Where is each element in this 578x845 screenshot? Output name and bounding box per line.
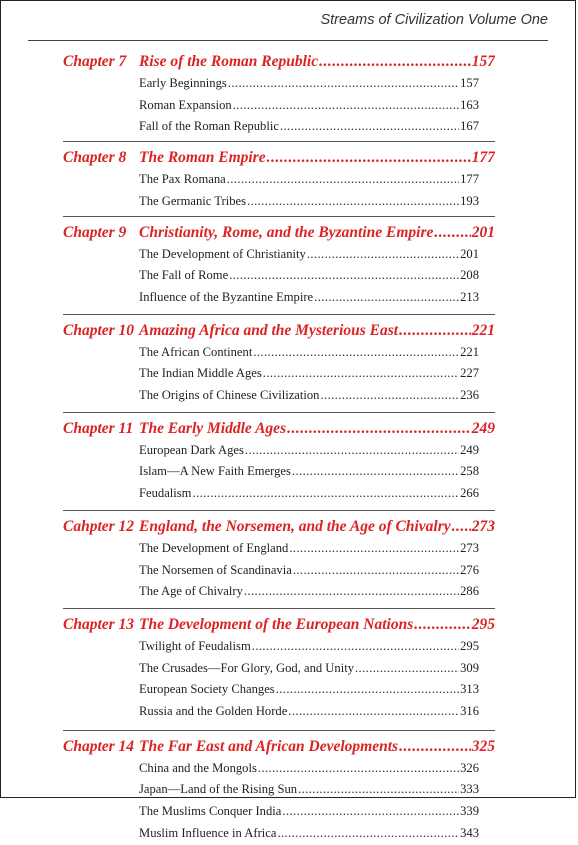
- section-title: China and the Mongols: [139, 760, 257, 775]
- section-page-number: 266: [460, 486, 479, 501]
- dot-leader: [399, 736, 471, 758]
- dot-leader: [263, 363, 459, 385]
- section-title: The Pax Romana: [139, 172, 226, 187]
- section-entry[interactable]: [139, 461, 479, 483]
- section-title: Japan—Land of the Rising Sun: [139, 782, 298, 797]
- section-page-number: 258: [460, 464, 479, 479]
- dot-leader: [314, 287, 459, 309]
- section-entry[interactable]: [139, 191, 479, 213]
- chapter-number: Cahpter 12: [63, 517, 135, 535]
- dot-leader: [233, 95, 459, 117]
- section-entry[interactable]: [139, 560, 479, 582]
- chapter-block: [63, 516, 495, 603]
- chapter-heading[interactable]: [63, 320, 495, 342]
- section-page-number: 208: [460, 268, 479, 283]
- section-title: The Development of England: [139, 540, 289, 555]
- section-entry[interactable]: [139, 287, 479, 309]
- chapter-number: Chapter 11: [63, 419, 134, 437]
- chapter-divider: [63, 730, 495, 731]
- section-title: Influence of the Byzantine Empire: [139, 289, 314, 304]
- section-page-number: 227: [460, 366, 479, 381]
- section-title: The Crusades—For Glory, God, and Unity: [139, 660, 354, 675]
- section-entry[interactable]: [139, 440, 479, 462]
- chapter-block: [63, 147, 495, 212]
- dot-leader: [252, 636, 459, 658]
- section-list: [139, 440, 479, 505]
- dot-leader: [282, 801, 459, 823]
- chapter-page-number: 249: [471, 419, 495, 437]
- section-list: [139, 758, 479, 845]
- dot-leader: [399, 320, 471, 342]
- section-title: The Muslims Conquer India: [139, 804, 282, 819]
- section-page-number: 286: [460, 584, 479, 599]
- dot-leader: [287, 418, 471, 440]
- section-page-number: 339: [460, 804, 479, 819]
- dot-leader: [434, 222, 470, 244]
- dot-leader: [355, 658, 459, 680]
- chapter-page-number: 157: [471, 53, 495, 70]
- chapter-title: Amazing Africa and the Mysterious East: [139, 321, 399, 339]
- section-entry[interactable]: [139, 701, 479, 723]
- section-page-number: 295: [460, 638, 479, 653]
- dot-leader: [247, 191, 459, 213]
- section-entry[interactable]: [139, 538, 479, 560]
- section-page-number: 343: [460, 825, 479, 840]
- chapter-number: Chapter 9: [63, 223, 127, 241]
- section-title: The African Continent: [139, 344, 253, 359]
- dot-leader: [414, 614, 470, 636]
- chapter-number: Chapter 13: [63, 615, 135, 633]
- section-page-number: 221: [460, 344, 479, 359]
- section-entry[interactable]: [139, 265, 479, 287]
- chapter-divider: [63, 216, 495, 217]
- chapter-block: [63, 222, 495, 309]
- section-entry[interactable]: [139, 95, 479, 117]
- chapter-heading[interactable]: [63, 736, 495, 758]
- chapter-number: Chapter 8: [63, 149, 127, 167]
- section-title: Roman Expansion: [139, 97, 232, 112]
- section-page-number: 333: [460, 782, 479, 797]
- chapter-heading[interactable]: [63, 614, 495, 636]
- section-title: The Indian Middle Ages: [139, 366, 262, 381]
- dot-leader: [452, 516, 471, 538]
- dot-leader: [298, 779, 459, 801]
- section-list: [139, 244, 479, 309]
- section-page-number: 167: [460, 119, 479, 134]
- dot-leader: [319, 51, 471, 73]
- chapter-page-number: 177: [471, 149, 495, 167]
- dot-leader: [280, 116, 459, 138]
- dot-leader: [289, 538, 459, 560]
- chapter-title: The Far East and African Developments: [139, 737, 399, 755]
- section-page-number: 309: [460, 660, 479, 675]
- dot-leader: [288, 701, 459, 723]
- dot-leader: [192, 483, 459, 505]
- section-page-number: 213: [460, 289, 479, 304]
- section-list: [139, 342, 479, 407]
- section-page-number: 236: [460, 388, 479, 403]
- chapter-number: Chapter 14: [63, 737, 135, 755]
- section-title: The Development of Christianity: [139, 246, 306, 261]
- section-page-number: 276: [460, 562, 479, 577]
- running-header: Streams of Civilization Volume One: [320, 12, 548, 28]
- chapter-divider: [63, 608, 495, 609]
- dot-leader: [245, 440, 459, 462]
- section-entry[interactable]: [139, 244, 479, 266]
- section-list: [139, 538, 479, 603]
- section-page-number: 313: [460, 682, 479, 697]
- section-title: Muslim Influence in Africa: [139, 825, 277, 840]
- dot-leader: [229, 265, 459, 287]
- header-rule: [28, 40, 548, 41]
- chapter-title: Christianity, Rome, and the Byzantine Empire: [139, 223, 434, 241]
- chapter-heading[interactable]: [63, 51, 495, 73]
- section-entry[interactable]: [139, 73, 479, 95]
- chapter-divider: [63, 141, 495, 142]
- section-entry[interactable]: [139, 363, 479, 385]
- section-page-number: 201: [460, 246, 479, 261]
- section-page-number: 177: [460, 172, 479, 187]
- section-title: The Origins of Chinese Civilization: [139, 388, 320, 403]
- section-list: [139, 169, 479, 212]
- dot-leader: [307, 244, 459, 266]
- section-title: Russia and the Golden Horde: [139, 704, 288, 719]
- section-title: Early Beginnings: [139, 76, 227, 90]
- chapter-number: Chapter 10: [63, 321, 135, 339]
- section-page-number: 326: [460, 760, 479, 775]
- chapter-divider: [63, 510, 495, 511]
- dot-leader: [253, 342, 459, 364]
- section-page-number: 273: [460, 540, 479, 555]
- chapter-heading[interactable]: [63, 418, 495, 440]
- chapter-title: England, the Norsemen, and the Age of Chivalry: [139, 517, 451, 535]
- dot-leader: [277, 823, 459, 845]
- dot-leader: [244, 581, 459, 603]
- section-title: European Society Changes: [139, 682, 275, 697]
- section-entry[interactable]: [139, 779, 479, 801]
- section-entry[interactable]: [139, 581, 479, 603]
- chapter-title: The Early Middle Ages: [139, 419, 287, 437]
- chapter-block: [63, 51, 495, 138]
- chapter-title: The Development of the European Nations: [139, 615, 414, 633]
- chapter-title: Rise of the Roman Republic: [139, 53, 319, 70]
- chapter-page-number: 273: [471, 517, 495, 535]
- section-list: [139, 73, 479, 138]
- section-title: Twilight of Feudalism: [139, 638, 251, 653]
- chapter-divider: [63, 412, 495, 413]
- section-entry[interactable]: [139, 342, 479, 364]
- dot-leader: [227, 169, 459, 191]
- section-entry[interactable]: [139, 658, 479, 680]
- section-page-number: 163: [460, 97, 479, 112]
- chapter-heading[interactable]: [63, 516, 495, 538]
- chapter-title: The Roman Empire: [139, 149, 266, 167]
- section-title: European Dark Ages: [139, 442, 244, 457]
- chapter-number: Chapter 7: [63, 53, 127, 70]
- section-title: The Norsemen of Scandinavia: [139, 562, 292, 577]
- dot-leader: [228, 73, 459, 95]
- chapter-heading[interactable]: [63, 147, 495, 169]
- chapter-block: [63, 736, 495, 845]
- section-page-number: 316: [460, 704, 479, 719]
- dot-leader: [258, 758, 459, 780]
- section-page-number: 193: [460, 193, 479, 208]
- section-title: The Age of Chivalry: [139, 584, 243, 599]
- table-of-contents: [63, 51, 495, 845]
- chapter-block: [63, 614, 495, 723]
- section-entry[interactable]: [139, 758, 479, 780]
- chapter-heading[interactable]: [63, 222, 495, 244]
- section-entry[interactable]: [139, 116, 479, 138]
- section-entry[interactable]: [139, 169, 479, 191]
- chapter-block: [63, 320, 495, 407]
- section-title: Fall of the Roman Republic: [139, 119, 279, 134]
- section-page-number: 157: [460, 76, 479, 90]
- section-entry[interactable]: [139, 483, 479, 505]
- section-entry[interactable]: [139, 636, 479, 658]
- section-title: The Fall of Rome: [139, 268, 229, 283]
- dot-leader: [276, 679, 459, 701]
- section-list: [139, 636, 479, 723]
- chapter-block: [63, 418, 495, 505]
- dot-leader: [267, 147, 471, 169]
- chapter-page-number: 221: [471, 321, 495, 339]
- dot-leader: [320, 385, 459, 407]
- section-entry[interactable]: [139, 679, 479, 701]
- section-entry[interactable]: [139, 823, 479, 845]
- chapter-page-number: 201: [471, 223, 495, 241]
- chapter-page-number: 325: [471, 737, 495, 755]
- section-page-number: 249: [460, 442, 479, 457]
- section-title: Islam—A New Faith Emerges: [139, 464, 291, 479]
- chapter-divider: [63, 314, 495, 315]
- section-entry[interactable]: [139, 801, 479, 823]
- section-entry[interactable]: [139, 385, 479, 407]
- dot-leader: [292, 461, 459, 483]
- section-title: The Germanic Tribes: [139, 193, 247, 208]
- chapter-page-number: 295: [471, 615, 495, 633]
- dot-leader: [293, 560, 459, 582]
- section-title: Feudalism: [139, 486, 192, 501]
